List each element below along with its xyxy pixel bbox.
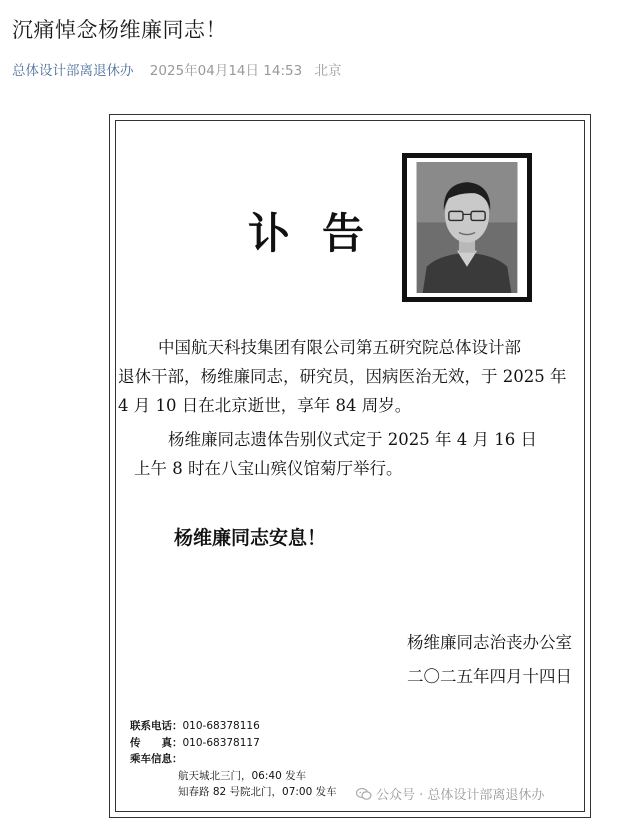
bus-route-2: 知春路 82 号院北门，07:00 发车 [178, 786, 337, 798]
publish-location: 北京 [314, 63, 342, 79]
signature-organization: 杨维廉同志治丧办公室 [407, 633, 572, 652]
fax-number: 010-68378117 [182, 737, 260, 749]
paragraph-1-line-1: 中国航天科技集团有限公司第五研究院总体设计部 [158, 338, 521, 357]
paragraph-2-line-2: 上午 8 时在八宝山殡仪馆菊厅举行。 [134, 459, 403, 478]
contact-fax-row [130, 736, 260, 751]
obituary-paragraph-1 [118, 333, 567, 420]
account-name-link[interactable]: 总体设计部离退休办 [12, 63, 134, 79]
official-account-watermark [356, 784, 544, 803]
wechat-icon [356, 787, 372, 801]
portrait-photo[interactable] [402, 153, 532, 302]
paragraph-1-line-2: 退休干部，杨维廉同志，研究员，因病医治无效，于 2025 年 [118, 367, 567, 386]
fax-label: 传 真： [130, 737, 183, 749]
contact-bus-row [130, 752, 183, 767]
article-meta [12, 59, 342, 79]
contact-phone-row [130, 719, 260, 734]
phone-label: 联系电话： [130, 720, 183, 732]
bus-label: 乘车信息： [130, 753, 183, 765]
portrait-image [411, 162, 523, 293]
bus-route-1: 航天城北三门，06:40 发车 [178, 770, 307, 782]
obituary-closing: 杨维廉同志安息！ [174, 527, 327, 549]
paragraph-1-line-3: 4 月 10 日在北京逝世，享年 84 周岁。 [118, 396, 412, 415]
obituary-notice [109, 114, 591, 818]
publish-date: 2025年04月14日 14:53 [149, 63, 303, 79]
obituary-paragraph-2 [134, 425, 537, 483]
paragraph-2-line-1: 杨维廉同志遗体告别仪式定于 2025 年 4 月 16 日 [168, 430, 537, 449]
watermark-text: 公众号 · 总体设计部离退休办 [376, 788, 545, 803]
obituary-heading: 讣告 [248, 209, 397, 258]
phone-number: 010-68378116 [182, 720, 260, 732]
article-title: 沉痛悼念杨维廉同志！ [12, 18, 227, 42]
signature-date: 二〇二五年四月十四日 [407, 667, 572, 686]
